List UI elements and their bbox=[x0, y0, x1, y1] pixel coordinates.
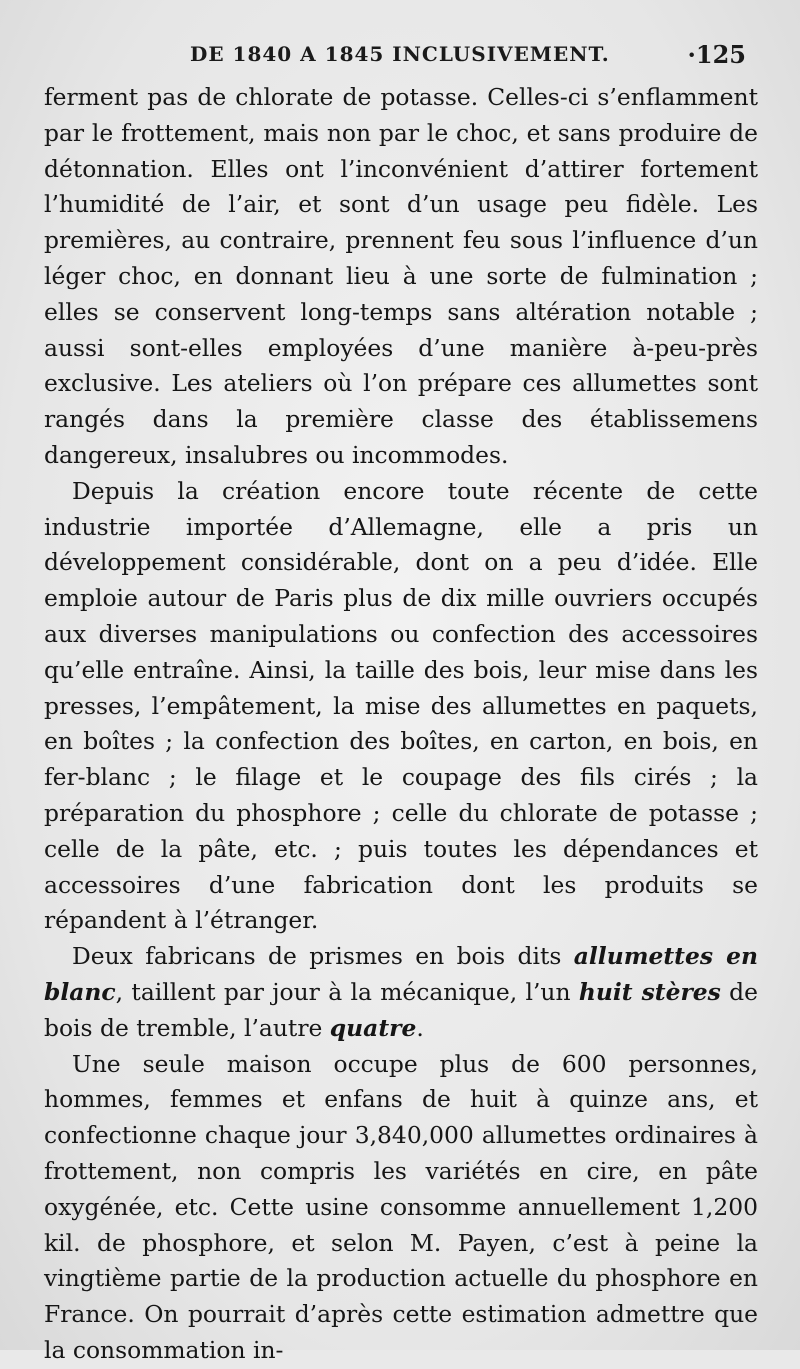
paragraph-industry: Depuis la création encore toute récente de cette industrie importée d’Allemagne, elle a pris un développement considérable, dont on a peu d’idée. Elle emploie autour de Paris plus de dix mille ouvriers occupés aux diverses manipulations ou confection des accessoires qu’elle entraîne. Ainsi, la taille des bois, leur mise dans les presses, l’empâtement, la mise des allumettes en paquets, en boîtes ; la confection des boîtes, en carton, en bois, en fer-blanc ; le filage et le coupage des fils cirés ; la préparation du phosphore ; celle du chlorate de potasse ; celle de la pâte, etc. ; puis toutes les dépendances et accessoires d’une fabrication dont les produits se répandent à l’étranger. bbox=[44, 476, 758, 935]
italic-term-allumettes: allumettes en blanc bbox=[44, 942, 758, 1006]
body-text bbox=[44, 80, 758, 1369]
italic-term-quatre: quatre bbox=[329, 1013, 417, 1042]
text-run: Deux fabricans de prismes en bois dits bbox=[72, 942, 574, 971]
running-title: DE 1840 A 1845 INCLUSIVEMENT. bbox=[190, 42, 610, 66]
text-run: . bbox=[416, 1013, 424, 1042]
paragraph-maison: Une seule maison occupe plus de 600 personnes, hommes, femmes et enfans de huit à quinze ans, et confectionne chaque jour 3,840,000 allumettes ordinaires à frottement, non compris les variétés en cire, en pâte oxygénée, etc. Cette usine consomme annuellement 1,200 kil. de phosphore, et selon M. Payen, c’est à peine la vingtième partie de la production actuelle du phosphore en France. On pourrait d’après cette estimation admettre que la consommation in- bbox=[44, 1049, 758, 1364]
page-number: ·125 bbox=[687, 40, 746, 69]
paragraph-fabricans bbox=[44, 939, 758, 1046]
text-run: de bois de tremble, l’autre bbox=[44, 977, 758, 1042]
page-header bbox=[45, 40, 760, 74]
text-run: , taillent par jour à la mécanique, l’un bbox=[115, 977, 579, 1006]
paragraph-continuation: ferment pas de chlorate de potasse. Celles-ci s’enflamment par le frottement, mais non par le choc, et sans produire de détonnation. Elles ont l’inconvénient d’attirer fortement l’humidité de l’air, et sont d’un usage peu fidèle. Les premières, au contraire, prennent feu sous l’influence d’un léger choc, en donnant lieu à une sorte de fulmination ; elles se conservent long-temps sans altération notable ; aussi sont-elles employées d’une manière à-peu-près exclusive. Les ateliers où l’on prépare ces allumettes sont rangés dans la première classe des établissemens dangereux, insalubres ou incommodes. bbox=[44, 83, 758, 469]
italic-term-steres: huit stères bbox=[578, 977, 721, 1006]
